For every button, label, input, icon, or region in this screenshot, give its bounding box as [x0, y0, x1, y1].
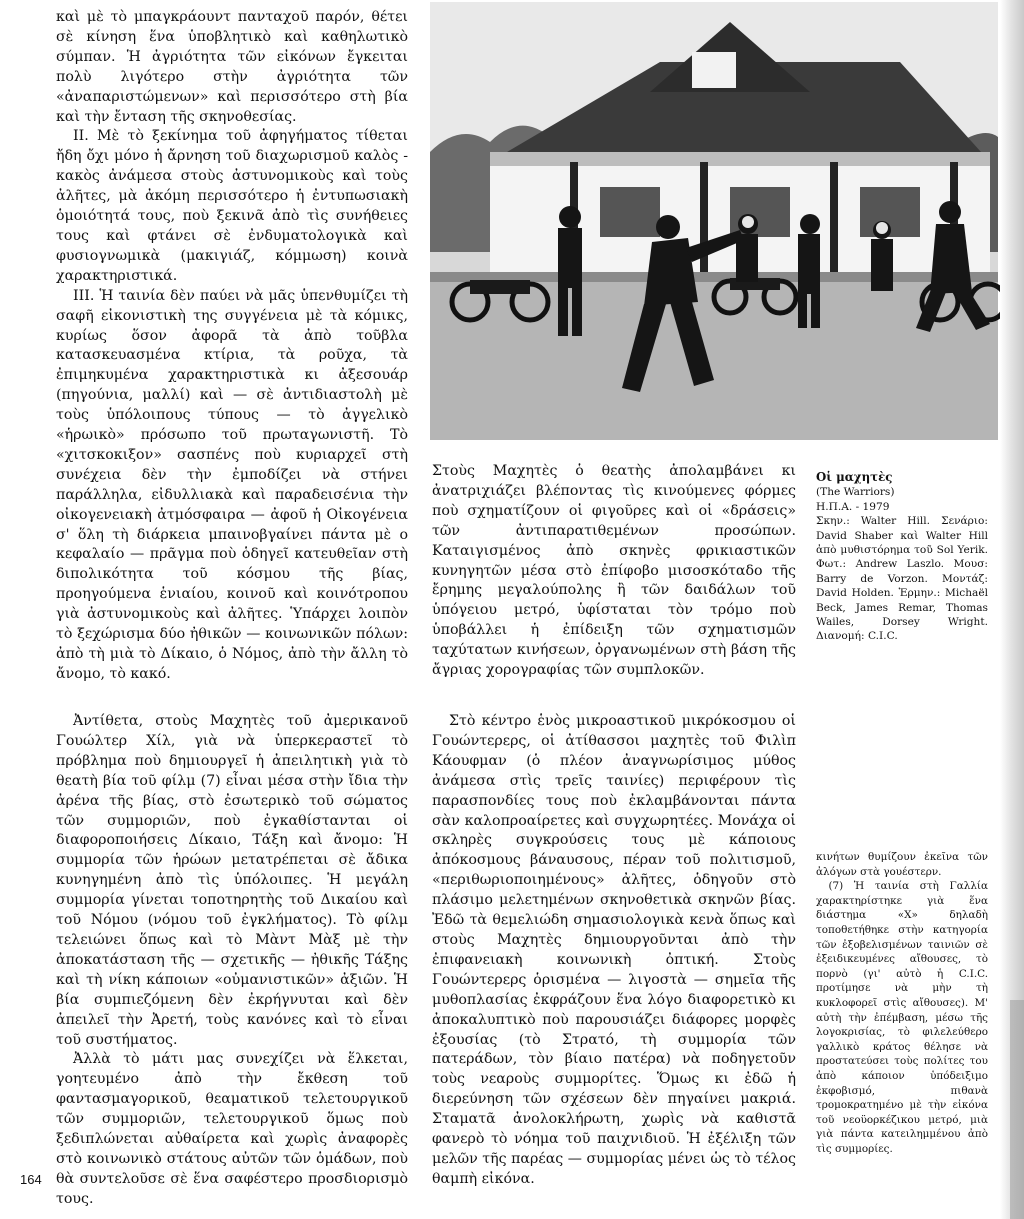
film-still-photo: [430, 2, 998, 440]
footnotes-column: [816, 850, 988, 1190]
footnote-continuation: κινήτων θυμίζουν ἐκεῖνα τῶν ἀλόγων στὰ γουέστερν.: [816, 851, 988, 878]
text-column-bottom-middle: [432, 712, 796, 1192]
paragraph: Στοὺς Μαχητὲς ὁ θεατὴς ἀπολαμβάνει κι ἀνατριχιάζει βλέποντας τὶς κινούμενες φόρμες ποὺ σχηματίζουν οἱ φιγοῦρες καὶ οἱ «δράσεις» τῶν ἀντιπαρατιθεμένων προσώπων. Καταιγισμένος ἀπὸ σκηνὲς φρικιαστικῶν κυνηγητῶν μέσα στὸ ἐπίφοβο μισοσκόταδο τῆς ἔρημης μεγαλούπολης ἢ τῶν δαιδάλων τοῦ ὑπόγειου μετρό, ὑφίσταται τὸν τρόμο ποὺ ὑποβάλλει ἡ ἐπίδειξη τῶν σχηματισμῶν ταχύτατων κινήσεων, ὀργανωμένων στὴ βάση τῆς ἄγριας χορογραφίας τῶν συμπλοκῶν.: [432, 463, 796, 679]
film-original-title: (The Warriors): [816, 486, 895, 499]
paragraph-section-2: II. Μὲ τὸ ξεκίνημα τοῦ ἀφηγήματος τίθεται ἤδη ὄχι μόνο ἡ ἄρνηση τοῦ διαχωρισμοῦ καλὸς - κακὸς ἀνάμεσα στοὺς ἀστυνομικοὺς καὶ τοὺς ἀλῆτες, μὰ ἀκόμη περισσότερο ἡ ἐντυπωσιακὴ ὁμοιότητά τους, ποὺ ξεκινᾶ ἀπὸ τὶς συνήθειες τους καὶ φτάνει σὲ ἐνδυματολογικὰ καὶ φυσιογνωμικὰ (μακιγιάζ, κόμμωση) κοινὰ χαρακτηριστικά.: [56, 128, 408, 284]
text-column-top-left: [56, 8, 408, 690]
paragraph: Ἀλλὰ τὸ μάτι μας συνεχίζει νὰ ἕλκεται, γοητευμένο ἀπὸ τὴν ἔκθεση τοῦ φαντασμαγορικοῦ, θεαματικοῦ τελετουργικοῦ τῶν συμμοριῶν, τελετουργικοῦ ὅμως ποὺ ξεδιπλώνεται αὐθαίρετα καὶ χωρὶς ἀναφορὲς στὸ κοινωνικὸ στάτους αὐτῶν τῶν ὁμάδων, ποὺ θὰ συντελοῦσε σὲ ἕνα σαφέστερο προσδιορισμὸ τους.: [56, 1051, 408, 1207]
film-still-illustration: [430, 2, 998, 440]
paragraph: Στὸ κέντρο ἑνὸς μικροαστικοῦ μικρόκοσμου οἱ Γουώντερερς, οἱ ἀτίθασσοι μαχητὲς τοῦ Φιλὶπ Κάουφμαν (ὁ πλέον ἀναγνωρίσιμος μύθος ἀνάμεσα στὶς τρεῖς ταινίες) περιφέρουν τὶς παρασπονδίες τους ποὺ ἐκλαμβάνονται πάντα σὰν καλοπροαίρετες καὶ συγχωρητέες. Μονάχα οἱ σκληρὲς συγκρούσεις τους μὲ κάποιους ἀπόκοσμους βάναυσους, πέραν τοῦ πολιτισμοῦ, «περιθωριοποιημένους» ἀλῆτες, ὁδηγοῦν στὸ πλάσιμο μελετημένων σκηνοθετικὰ σκηνῶν βίας. Ἐδῶ τὰ θεμελιώδη σημασιολογικὰ κενὰ ὅπως καὶ στοὺς Μαχητὲς δημιουργοῦνται ἀπὸ τὴν ἐπιφανειακὴ κοινωνικὴ ὀπτική. Στοὺς Γουώντερερς ὁρισμένα — λιγοστὰ — σημεῖα τῆς μυθοπλασίας ἐκφράζουν ἕνα λόγο διαφορετικὸ κι ἀποκαλυπτικὸ ποὺ παρουσιάζει διάφορες μορφὲς ἐξουσίας (τὸ Στρατό, τὴ συμμορία τῶν πατεράδων, τὸν βίαιο πατέρα) νὰ ποδηγετοῦν τοὺς νεαροὺς συμμορίτες. Ὅμως κι ἐδῶ ἡ διερεύνηση τῶν σχέσεων δὲν πηγαίνει μακριά. Σταματᾶ ἀνολοκλήρωτη, χωρὶς νὰ καθιστᾶ φανερὸ τὸ νόημα τοῦ παιχνιδιοῦ. Ἡ ἐξέλιξη τῶν μελῶν τῆς παρέας — συμμορίας μένει ὡς τὸ τέλος θαμπὴ εἰκόνα.: [432, 713, 796, 1187]
page-number: 164: [20, 1172, 42, 1187]
film-title: Οἱ μαχητὲς: [816, 470, 893, 484]
paragraph: Ἀντίθετα, στοὺς Μαχητὲς τοῦ ἀμερικανοῦ Γουώλτερ Χίλ, γιὰ νὰ ὑπερκεραστεῖ τὸ πρόβλημα ποὺ δημιουργεῖ ἡ ἀπειλητικὴ γιὰ τὸ θεατὴ βία τοῦ φίλμ (7) εἶναι μέσα στὴν ἴδια τὴν ἀρένα τῆς βίας, στὸ ἐσωτερικὸ τοῦ σώματος τῶν συμμοριῶν, ποὺ ἐγκαθίστανται οἱ διαφοροποιήσεις Δίκαιο, Τάξη καὶ ἄνομο: Ἡ συμμορία τῶν ἡρώων μετατρέπεται σὲ ἄδικα κυνηγημένη ἀπὸ τὶς ὑπόλοιπες. Ἡ μεγάλη συμμορία γίνεται τοποτηρητὴς τοῦ Δικαίου καὶ τοῦ Νόμου (νόμου τοῦ ἐγκλήματος). Τὸ φίλμ τελειώνει ὅπως καὶ τὸ Μὰντ Μὰξ μὲ τὴν ἀποκατάσταση τῆς — σχετικῆς — ἠθικῆς Τάξης καὶ τὴ νίκη κάποιων «οὐμανιστικῶν» ἀξιῶν. Ἡ βία συμπιεζόμενη δὲν ἐκρήγνυται καὶ δὲν ἀπειλεῖ τὴν Ἀρετή, τοὺς κανόνες καὶ τὸ εἶναι τοῦ συστήματος.: [56, 713, 408, 1048]
film-crew-list: Σκην.: Walter Hill. Σενάριο: David Shaber καὶ Walter Hill ἀπὸ μυθιστόρημα τοῦ Sol Yerik. Φωτ.: Andrew Laszlo. Μουσ: Barry de Vorzon. Μοντάζ: David Holden. Ἑρμην.: Michaël Beck, James Remar, Thomas Wailes, Dorsey Wright. Διανομή: C.I.C.: [816, 515, 988, 643]
text-column-top-middle: [432, 462, 796, 694]
footnote-7: (7) Ἡ ταινία στὴ Γαλλία χαρακτηρίστηκε γιὰ ἕνα διάστημα «Χ» δηλαδὴ τοποθετήθηκε στὴν κατηγορία τῶν ἐξοβελισμένων ταινιῶν σὲ ἐξειδικευμένες αἴθουσες, τὸ πορνὸ (γι' αὐτὸ ἡ C.I.C. προτίμησε νὰ μὴν τὴ κυκλοφορεῖ στὶς αἴθουσες). Μ' αὐτὴ τὴν ἐπέμβαση, μέσω τῆς λογοκρισίας, τὸ φιλελεύθερο γαλλικὸ κράτος θέλησε νὰ προστατεύσει τοὺς πολίτες του ἀπὸ κάποιον ὑπόδειξιμο ἐκφοβισμό, πιθανὰ τρομοκρατημένο μὲ τὴν εἰκόνα τοῦ νεοϋορκέζικου μετρό, μιὰ γιὰ πάντα κατειλημμένου ἀπὸ τὶς συμμορίες.: [816, 880, 988, 1155]
text-column-bottom-left: [56, 712, 408, 1207]
paragraph: καὶ μὲ τὸ μπαγκράουντ πανταχοῦ παρόν, θέτει σὲ κίνηση ἕνα ὑποβλητικὸ καὶ καθηλωτικὸ σύμπαν. Ἡ ἀγριότητα τῶν εἰκόνων ἔγκειται πολὺ λιγότερο στὴν ἀγριότητα τῶν «ἀναπαριστώμενων» καὶ περισσότερο στὴ βία καὶ τὴν ἔνταση τῆς σκηνοθεσίας.: [56, 9, 408, 125]
film-credits-box: [816, 470, 988, 670]
paragraph-section-3: III. Ἡ ταινία δὲν παύει νὰ μᾶς ὑπενθυμίζει τὴ σαφῆ εἰκονιστικὴ της συγγένεια μὲ τὰ κόμικς, κυρίως ὅσον ἀφορᾶ τὰ ἀπὸ τοῦβλα κατασκευασμένα κτίρια, τὰ ροῦχα, τὰ ἐπιμηκυμένα χαρακτηριστικὰ κι ἀξεσουάρ (πηγούνια, μαλλί) καὶ — σὲ ἀντιδιαστολὴ μὲ τοὺς ὑπόλοιπους τύπους — τὸ ἀγγελικὸ «ἡρωικὸ» πρόσωπο τοῦ πρωταγωνιστῆ. Τὸ «χιτσκοκιξον» σασπένς ποὺ κυριαρχεῖ στὴ συνέχεια δὲν τὴν ἐμποδίζει νὰ στήνει παράλληλα, εἰδυλλιακὰ καὶ παραδεισένια τὴν οἰκογενειακὴ ἀτμόσφαιρα — ἀφοῦ ἡ Οἰκογένεια σ' ὅλη τὴ διάρκεια μπαινοβγαίνει πάντα μὲ ο κεφαλαίο — πρᾶγμα ποὺ ὁδηγεῖ κατευθεῖαν στὴ διπολικότητα τοῦ κόσμου τῆς βίας, προηγούμενα ἑνιαίου, κοινοῦ καὶ κοινότροπου γιὰ ἀστυνομικοὺς καὶ ἀλῆτες. Ὑπάρχει λοιπὸν τὸ ξεχώρισμα δύο ἠθικῶν — κοινωνικῶν πόλων: ἀπὸ τὴ μιὰ τὸ Δίκαιο, ὁ Νόμος, ἀπὸ τὴν ἄλλη τὸ ἄνομο, τὸ κακό.: [56, 287, 408, 682]
film-country-year: Η.Π.Α. - 1979: [816, 500, 890, 513]
page-edge-shadow-dark: [1010, 1000, 1024, 1219]
